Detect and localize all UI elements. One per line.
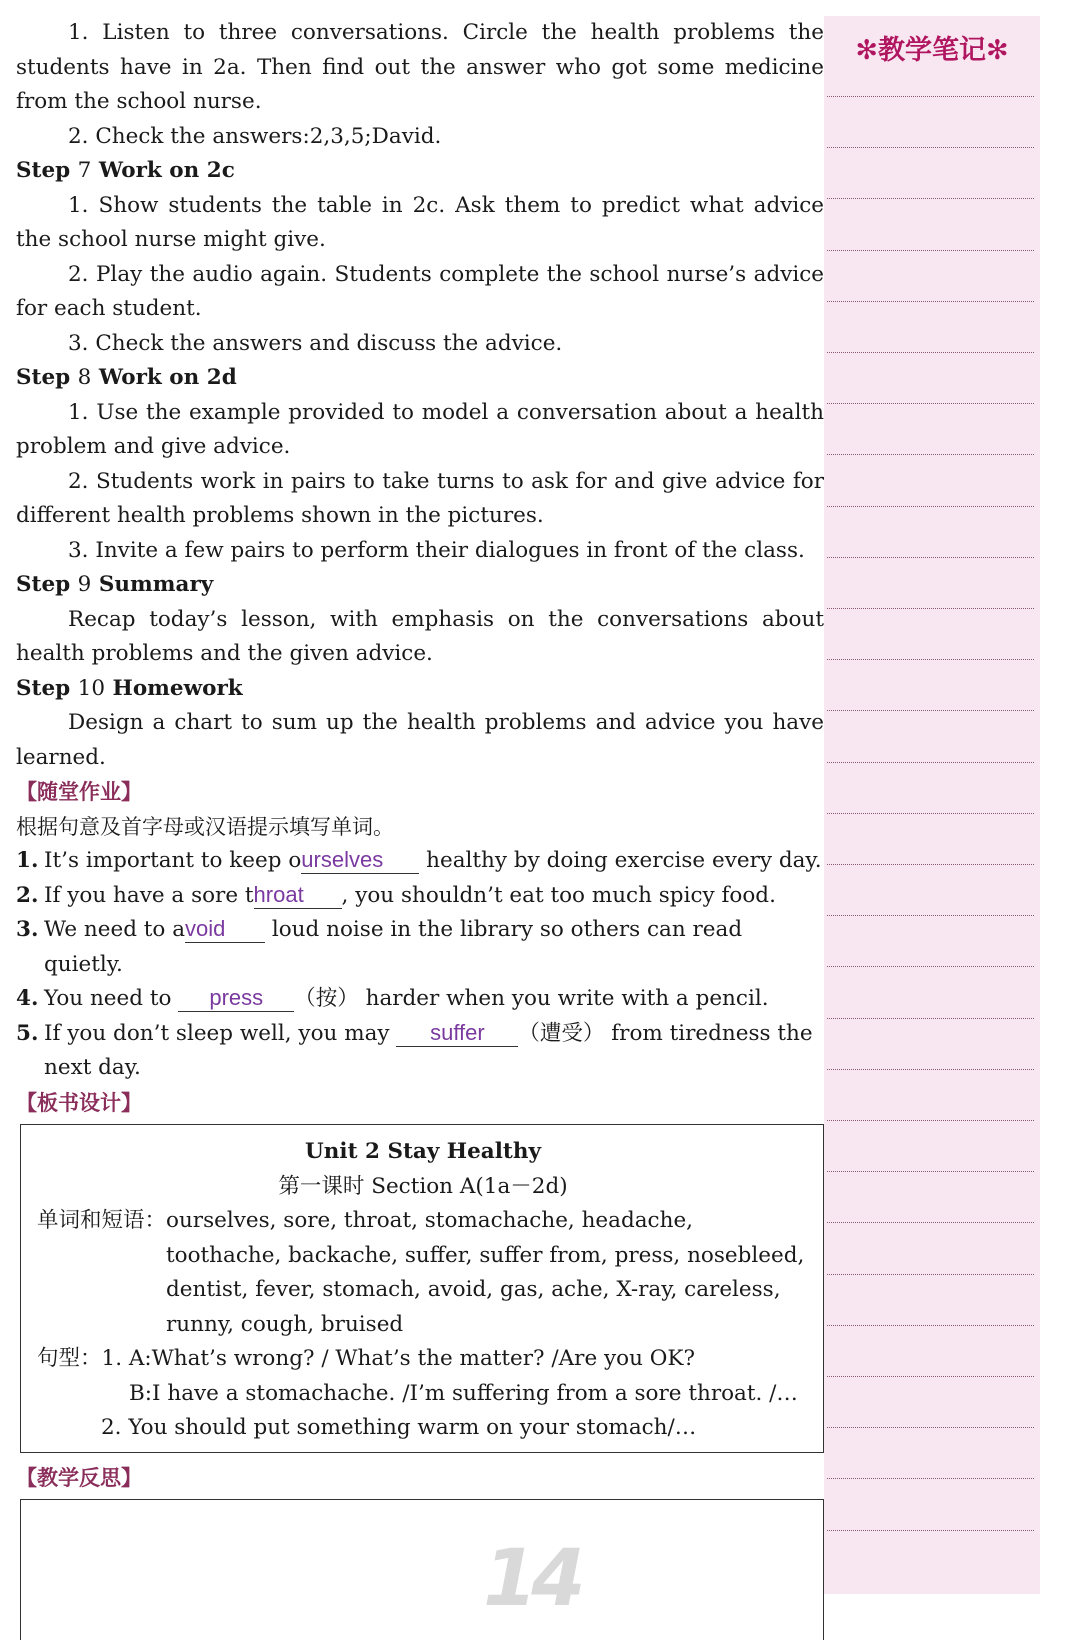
board-pattern-b: B:I have a stomachache. /I’m suffering from a sore throat. /… xyxy=(129,1380,798,1406)
notes-ruled-line xyxy=(827,557,1034,558)
exercise-3: 3. We need to avoid loud noise in the library so others can read quietly. xyxy=(16,916,743,977)
board-pattern-a: 1. A:What’s wrong? / What’s the matter? /Are you OK? xyxy=(101,1346,696,1371)
notes-ruled-line xyxy=(827,864,1034,865)
board-pattern-label: 句型： xyxy=(37,1346,102,1371)
reflection-box xyxy=(20,1499,824,1640)
answer-blank-3: void xyxy=(185,916,265,943)
step-7-item-1: 1. Show students the table in 2c. Ask them to predict what advice the school nurse might give. xyxy=(16,192,824,252)
notes-ruled-line xyxy=(827,1376,1034,1377)
notes-ruled-line xyxy=(827,1222,1034,1223)
step-7-item-2: 2. Play the audio again. Students complete the school nurse’s advice for each student. xyxy=(16,261,824,321)
board-vocab-row xyxy=(37,1204,809,1342)
exercise-4: 4. You need to press （按） harder when you write with a pencil. xyxy=(16,985,769,1011)
intro-item-1: 1. Listen to three conversations. Circle the health problems the students have in 2a. Then find out the answer who got some medicine from the school nurse. xyxy=(16,20,824,114)
notes-ruled-line xyxy=(827,1325,1034,1326)
notes-ruled-line xyxy=(827,1120,1034,1121)
reflection-heading: 【教学反思】 xyxy=(16,1465,142,1490)
board-subtitle: 第一课时 Section A(1a－2d) xyxy=(278,1173,568,1199)
board-title: Unit 2 Stay Healthy xyxy=(305,1139,541,1164)
answer-blank-1: urselves xyxy=(301,847,419,874)
board-pattern-row xyxy=(37,1342,809,1377)
answer-blank-5: suffer xyxy=(396,1020,518,1047)
step-8-item-1: 1. Use the example provided to model a conversation about a health problem and give advice. xyxy=(16,399,824,459)
homework-instruction: 根据句意及首字母或汉语提示填写单词。 xyxy=(16,814,394,839)
notes-ruled-line xyxy=(827,1478,1034,1479)
step-8-item-2: 2. Students work in pairs to take turns to ask for and give advice for different health problems shown in the pictures. xyxy=(16,468,824,528)
notes-ruled-line xyxy=(827,198,1034,199)
notes-ruled-line xyxy=(827,659,1034,660)
notes-ruled-line xyxy=(827,915,1034,916)
notes-ruled-line xyxy=(827,608,1034,609)
step-9-heading: Step 9 Summary xyxy=(16,572,214,597)
step-8-item-3: 3. Invite a few pairs to perform their dialogues in front of the class. xyxy=(68,537,805,563)
notes-ruled-line xyxy=(827,1427,1034,1428)
step-10-heading: Step 10 Homework xyxy=(16,675,243,701)
exercise-5: 5. If you don’t sleep well, you may suffer （遭受） from tiredness the next day. xyxy=(16,1019,813,1080)
notes-ruled-line xyxy=(827,966,1034,967)
board-vocab-list: ourselves, sore, throat, stomachache, headache, toothache, backache, suffer, suffer from, press, nosebleed, dentist, fever, stomach, avoid, gas, ache, X-ray, careless, runny, cough, bruised xyxy=(166,1208,805,1337)
answer-blank-4: press xyxy=(178,985,294,1012)
intro-item-2: 2. Check the answers:2,3,5;David. xyxy=(68,123,442,149)
exercise-1: 1. It’s important to keep ourselves healthy by doing exercise every day. xyxy=(16,847,822,873)
board-design-heading: 【板书设计】 xyxy=(16,1090,142,1115)
answer-blank-2: hroat xyxy=(254,882,342,909)
board-design-box xyxy=(20,1124,824,1453)
page-number: 14 xyxy=(483,1534,580,1624)
notes-ruled-line xyxy=(827,403,1034,404)
notes-ruled-line xyxy=(827,96,1034,97)
notes-ruled-line xyxy=(827,506,1034,507)
notes-ruled-line xyxy=(827,1530,1034,1531)
teaching-notes-sidebar xyxy=(824,16,1040,1594)
step-10-text: Design a chart to sum up the health problems and advice you have learned. xyxy=(16,710,824,770)
notes-ruled-line xyxy=(827,301,1034,302)
notes-ruled-line xyxy=(827,352,1034,353)
step-8-heading: Step 8 Work on 2d xyxy=(16,365,237,390)
teaching-notes-title: ✻教学笔记✻ xyxy=(855,35,1009,66)
notes-ruled-line xyxy=(827,813,1034,814)
notes-ruled-line xyxy=(827,454,1034,455)
step-7-heading: Step 7 Work on 2c xyxy=(16,158,235,183)
notes-ruled-line xyxy=(827,1171,1034,1172)
notes-ruled-line xyxy=(827,147,1034,148)
notes-ruled-line xyxy=(827,762,1034,763)
step-7-item-3: 3. Check the answers and discuss the advice. xyxy=(68,330,563,356)
board-vocab-label: 单词和短语： xyxy=(37,1208,167,1233)
notes-ruled-line xyxy=(827,1069,1034,1070)
step-9-text: Recap today’s lesson, with emphasis on the conversations about health problems and the given advice. xyxy=(16,606,824,666)
notes-ruled-line xyxy=(827,250,1034,251)
exercise-2: 2. If you have a sore throat , you shouldn’t eat too much spicy food. xyxy=(16,881,776,908)
notes-ruled-line xyxy=(827,1274,1034,1275)
notes-ruled-line xyxy=(827,1018,1034,1019)
board-pattern-2: 2. You should put something warm on your stomach/… xyxy=(101,1415,697,1440)
homework-heading: 【随堂作业】 xyxy=(16,780,142,804)
lesson-plan-content xyxy=(16,16,824,1640)
notes-ruled-line xyxy=(827,710,1034,711)
